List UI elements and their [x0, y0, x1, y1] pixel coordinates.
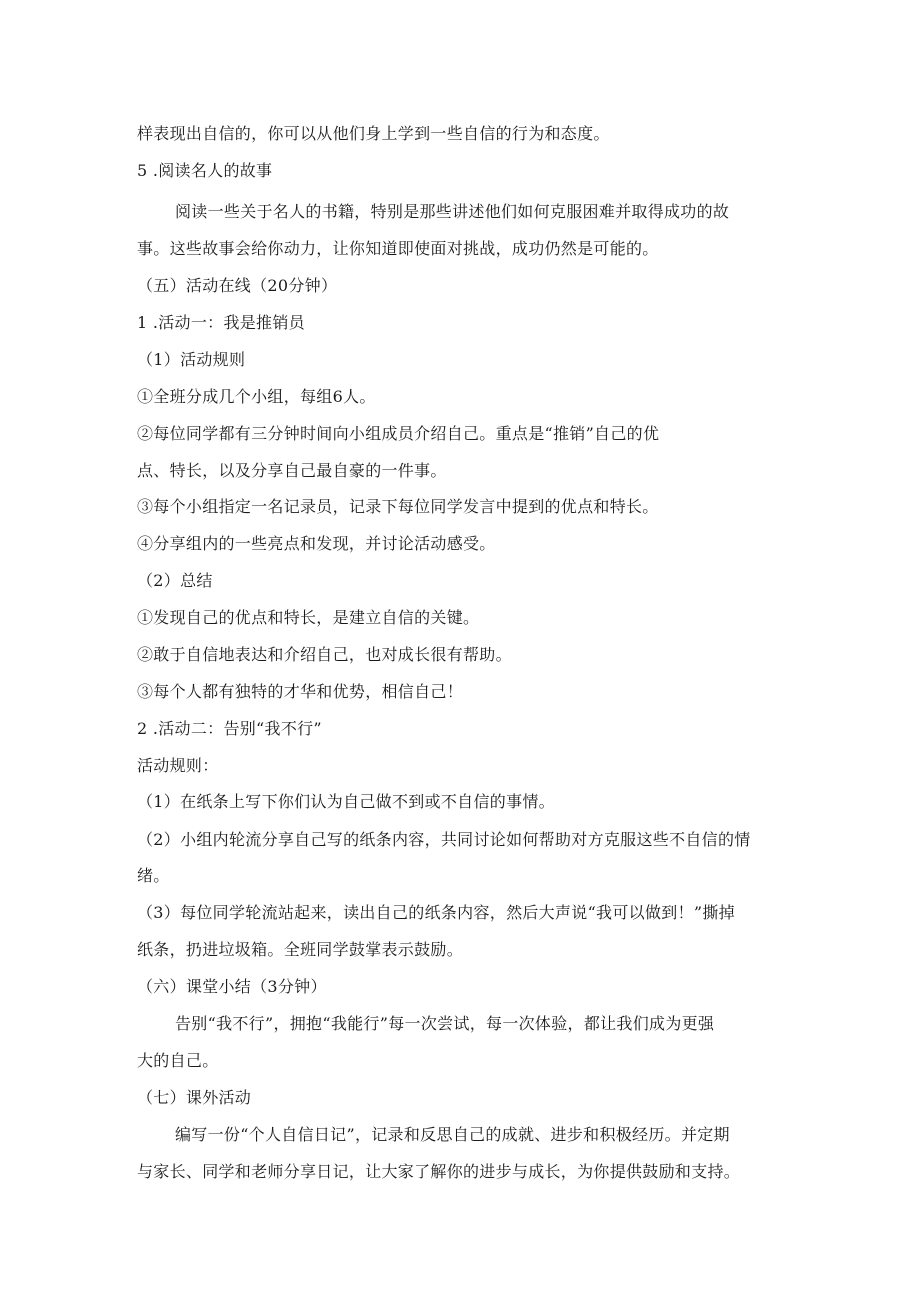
subheading: （2）总结 — [137, 571, 213, 590]
section-heading: （七）课外活动 — [137, 1088, 252, 1107]
list-item: （1）在纸条上写下你们认为自己做不到或不自信的事情。 — [137, 792, 555, 811]
body-text: 活动规则： — [137, 756, 219, 775]
list-item: （3）每位同学轮流站起来，读出自己的纸条内容，然后大声说“我可以做到！”撕掉 — [137, 903, 735, 922]
section-heading: （六）课堂小结（3分钟） — [137, 977, 327, 996]
list-item: ③每个小组指定一名记录员，记录下每位同学发言中提到的优点和特长。 — [137, 497, 659, 516]
subheading: （1）活动规则 — [137, 350, 246, 369]
body-text: 事。这些故事会给你动力，让你知道即使面对挑战，成功仍然是可能的。 — [137, 239, 659, 258]
body-text: 大的自己。 — [137, 1051, 219, 1070]
list-item-continued: 纸条，扔进垃圾箱。全班同学鼓掌表示鼓励。 — [137, 940, 464, 959]
body-text: 阅读一些关于名人的书籍，特别是那些讲述他们如何克服困难并取得成功的故 — [175, 202, 730, 221]
section-heading: （五）活动在线（20分钟） — [137, 276, 338, 295]
body-text: 告别“我不行”，拥抱“我能行”每一次尝试，每一次体验，都让我们成为更强 — [175, 1014, 715, 1033]
list-item-continued: 点、特长，以及分享自己最自豪的一件事。 — [137, 461, 447, 480]
body-text: 与家长、同学和老师分享日记，让大家了解你的进步与成长，为你提供鼓励和支持。 — [137, 1162, 741, 1181]
activity-heading: 2 .活动二：告别“我不行” — [137, 719, 322, 738]
list-item: ④分享组内的一些亮点和发现，并讨论活动感受。 — [137, 534, 496, 553]
section-heading: 5 .阅读名人的故事 — [137, 161, 273, 180]
list-item: ③每个人都有独特的才华和优势，相信自己！ — [137, 682, 464, 701]
list-item: （2）小组内轮流分享自己写的纸条内容，共同讨论如何帮助对方克服这些不自信的情 — [137, 830, 751, 849]
list-item: ①发现自己的优点和特长，是建立自信的关键。 — [137, 608, 480, 627]
body-text: 编写一份“个人自信日记”，记录和反思自己的成就、进步和积极经历。并定期 — [175, 1125, 730, 1144]
list-item-continued: 绪。 — [137, 866, 170, 885]
list-item: ②敢于自信地表达和介绍自己，也对成长很有帮助。 — [137, 645, 512, 664]
body-text: 样表现出自信的，你可以从他们身上学到一些自信的行为和态度。 — [137, 124, 610, 143]
list-item: ①全班分成几个小组，每组6人。 — [137, 387, 376, 406]
list-item: ②每位同学都有三分钟时间向小组成员介绍自己。重点是“推销”自己的优 — [137, 424, 660, 443]
activity-heading: 1 .活动一：我是推销员 — [137, 313, 305, 332]
